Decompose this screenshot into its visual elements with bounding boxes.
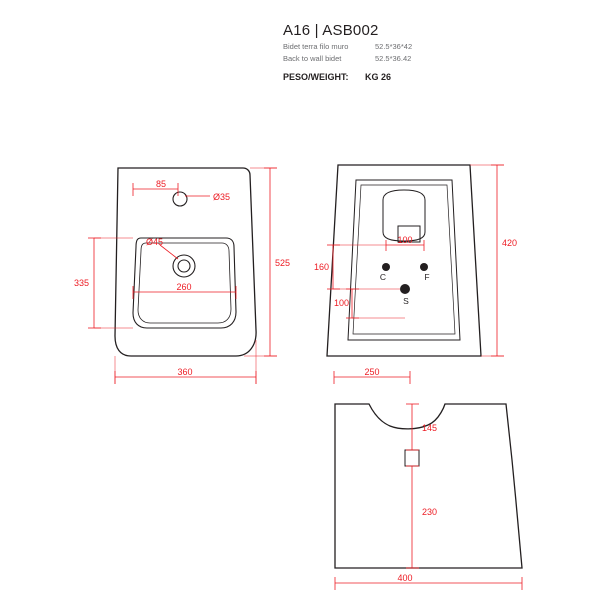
dim-160-text: 160	[313, 262, 329, 272]
connection-cold	[382, 263, 390, 271]
dim-100-bottom-text: 100	[333, 298, 349, 308]
front-view-outline	[327, 165, 481, 356]
drain-inner	[178, 260, 190, 272]
front-view-panel-inner	[353, 185, 455, 334]
front-view-group	[314, 165, 517, 384]
side-view-group	[335, 404, 522, 590]
dim-360-text: 360	[177, 367, 193, 377]
dim-o45-leader	[160, 245, 178, 259]
tap-hole	[173, 192, 187, 206]
dim-400-text: 400	[397, 573, 413, 583]
side-view-outlet	[405, 450, 419, 466]
description-en-value: 52.5*36.42	[375, 54, 412, 63]
drain-outer	[173, 255, 195, 277]
dim-420-text: 420	[502, 238, 518, 248]
front-view-bowl	[383, 190, 425, 241]
label-f: F	[424, 272, 430, 282]
weight-value: KG 26	[365, 72, 392, 82]
dim-230-text: 230	[422, 507, 438, 517]
description-it-value: 52.5*36*42	[375, 42, 413, 51]
top-view-group	[74, 168, 290, 384]
dim-250-text: 250	[364, 367, 380, 377]
label-c: C	[379, 272, 387, 282]
dim-o45-text: Ø45	[146, 237, 164, 247]
description-en-label: Back to wall bidet	[283, 54, 342, 63]
weight-label: PESO/WEIGHT:	[283, 72, 349, 82]
front-view-panel	[348, 180, 460, 340]
dim-85-text: 85	[155, 179, 167, 189]
dim-100-top-text: 100	[397, 235, 413, 245]
label-s: S	[403, 296, 409, 306]
page-title: A16 | ASB002	[283, 22, 379, 39]
connection-hot	[420, 263, 428, 271]
connection-drain	[400, 284, 410, 294]
dim-145-text: 145	[422, 423, 438, 433]
dim-335-text: 335	[73, 278, 89, 288]
dim-525-text: 525	[275, 258, 291, 268]
dim-o35-text: Ø35	[213, 192, 231, 202]
dim-260-text: 260	[176, 282, 192, 292]
description-it-label: Bidet terra filo muro	[283, 42, 349, 51]
